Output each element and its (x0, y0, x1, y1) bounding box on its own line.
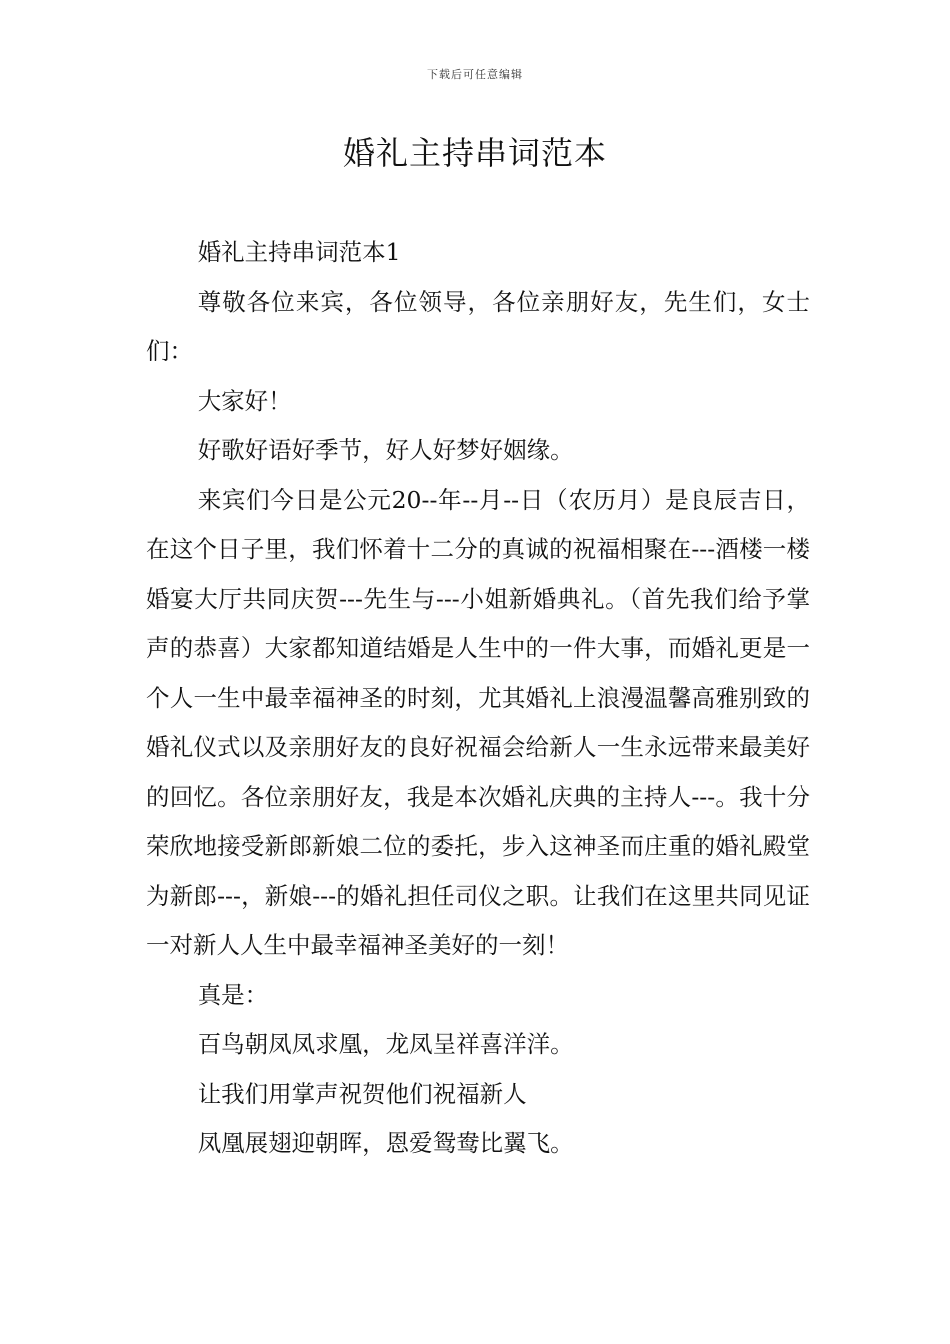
document-title: 婚礼主持串词范本 (342, 134, 607, 172)
main-paragraph: 来宾们今日是公元20--年--月--日（农历月）是良辰吉日，在这个日子里，我们怀着十二分的真诚的祝福相聚在---酒楼一楼婚宴大厅共同庆贺---先生与---小姐新婚典礼。（首先我们给予掌声的恭喜）大家都知道结婚是人生中的一件大事，而婚礼更是一个人一生中最幸福神圣的时刻，尤其婚礼上浪漫温馨高雅别致的婚礼仪式以及亲朋好友的良好祝福会给新人一生永远带来最美好的回忆。各位亲朋好友，我是本次婚礼庆典的主持人---。我十分荣欣地接受新郎新娘二位的委托，步入这神圣而庄重的婚礼殿堂为新郎---，新娘---的婚礼担任司仪之职。让我们在这里共同见证一对新人人生中最幸福神圣美好的一刻！ (146, 485, 810, 959)
couplet-paragraph: 好歌好语好季节，好人好梦好姻缘。 (197, 436, 574, 464)
salutation-paragraph: 尊敬各位来宾，各位领导，各位亲朋好友，先生们，女士们： (146, 287, 810, 365)
section-heading: 婚礼主持串词范本1 (197, 238, 401, 266)
verse-intro-paragraph: 真是： (197, 980, 269, 1009)
header-note: 下载后可任意编辑 (427, 68, 523, 81)
verse-line-3: 凤凰展翅迎朝晖，恩爱鸳鸯比翼飞。 (197, 1129, 574, 1157)
verse-line-1: 百鸟朝凤凤求凰，龙凤呈祥喜洋洋。 (197, 1030, 574, 1058)
document-body (146, 228, 810, 1169)
verse-line-2: 让我们用掌声祝贺他们祝福新人 (197, 1079, 527, 1108)
greeting-paragraph: 大家好！ (197, 386, 292, 415)
